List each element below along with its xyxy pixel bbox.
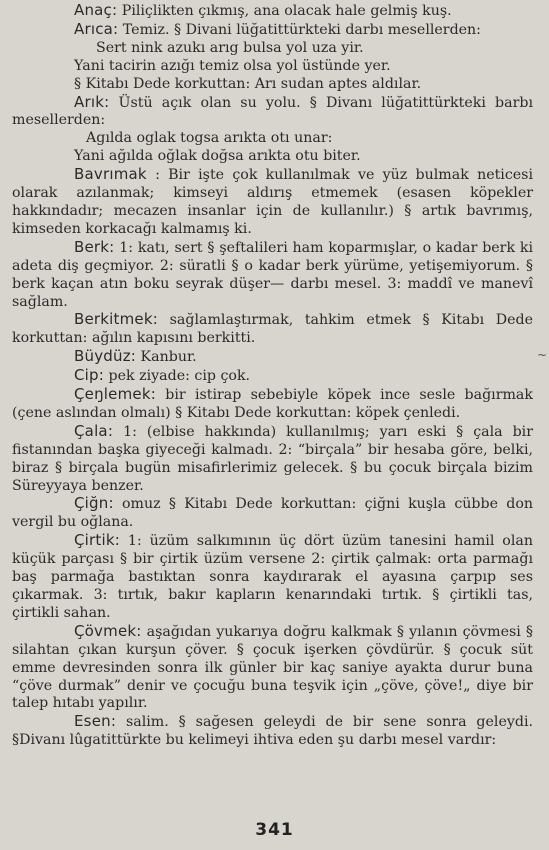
entry-arik-q2	[12, 148, 533, 166]
entry-buyduz	[12, 348, 533, 367]
entry-cala	[12, 423, 533, 496]
entry-headword: Çiğn:	[74, 494, 114, 513]
entry-arica-q1	[12, 40, 533, 58]
entry-text: Agılda oglak togsa arıkta otı unar:	[86, 130, 333, 147]
entry-headword: Bavrımak	[74, 165, 147, 184]
entry-text: § Kitabı Dede korkuttan: Arı sudan aptes aldılar.	[74, 75, 422, 92]
entry-headword: Arık:	[74, 92, 110, 111]
dictionary-entries	[12, 2, 533, 750]
entry-bavrimak	[12, 166, 533, 239]
margin-mark: ~	[537, 348, 548, 362]
entry-text: Yani ağılda oğlak doğsa arıkta otu biter.	[74, 148, 361, 165]
entry-text: salim. § sağesen geleydi de bir sene sonra geleydi. §Divanı lûgatittürkte bu kelimeyi ihtiva eden şu darbı mesel vardır:	[12, 714, 533, 749]
entry-cirtik	[12, 532, 533, 623]
entry-arik-q1	[12, 130, 533, 148]
entry-text: Sert nink azukı arıg bulsa yol uza yir.	[96, 39, 364, 56]
entry-text: 1: (elbise hakkında) kullanılmış; yarı eski § çala bir fistanından başka giyeceği kalmadı. 2: “birçala” bir hesaba göre, belki, biraz § birçala bugün misafirlerimiz gelecek. § bu çocuk birçala bizim Süreyyaya benzer.	[12, 423, 533, 494]
entry-esen	[12, 713, 533, 750]
entry-cip	[12, 367, 533, 386]
entry-text: Temiz. § Divani lüğatittürkteki darbı mesellerden:	[118, 21, 481, 38]
entry-arica	[12, 21, 533, 40]
entry-text: 1: üzüm salkımının üç dört üzüm tanesini hamil olan küçük parçası § bir çirtik üzüm versene 2: çirtik çalmak: orta parmağı baş parmağa bastıktan sonra kaydırarak el ayasına çarpıp ses çıkarmak. 3: tırtık, bakır kapların kenarındaki tırtık. § çirtikli tas, çirtikli sahan.	[12, 533, 533, 621]
entry-arica-q2	[12, 58, 533, 76]
entry-text: omuz § Kitabı Dede korkuttan: çiğni kuşla cübbe don vergil bu oğlana.	[12, 496, 533, 531]
entry-text: aşağıdan yukarıya doğru kalkmak § yılanın çövmesi § silahtan çıkan kurşun çöver. § çocuk işerken çövdürür. § çocuk süt emme devresinden sonra ilk günler bir kaç saniye ayakta durur buna “çöve durmak” denir ve çocuğu buna teşvik için „çöve, çöve!„ diye bir talep hıtabı yapılır.	[12, 623, 533, 712]
entry-covmek	[12, 623, 533, 714]
entry-headword: Cip:	[74, 366, 105, 385]
entry-headword: Berk:	[74, 237, 115, 256]
entry-text: sağlamlaştırmak, tahkim etmek § Kitabı Dede korkuttan: ağılın kapısını berkitti.	[12, 312, 533, 347]
entry-headword: Esen:	[74, 712, 117, 731]
entry-headword: Çeŋlemek:	[74, 385, 156, 404]
entry-text: Yani tacirin azığı temiz olsa yol üstünde yer.	[74, 57, 391, 74]
entry-text: pek ziyade: cip çok.	[104, 368, 251, 385]
entry-arik	[12, 94, 533, 131]
entry-headword: Anaç:	[74, 1, 118, 19]
entry-berkitmek	[12, 311, 533, 348]
entry-text: Kanbur.	[136, 349, 197, 366]
entry-text: Üstü açık olan su yolu. § Divanı lüğatittürkteki barbı mesellerden:	[12, 94, 533, 129]
entry-headword: Çirtik:	[74, 531, 120, 550]
entry-berk	[12, 239, 533, 312]
entry-headword: Berkitmek:	[74, 310, 159, 329]
entry-text: bir istirap sebebiyle köpek ince sesle bağırmak (çene aslından olmalı) § Kitabı Dede korkuttan: köpek çenledi.	[12, 387, 533, 421]
entry-headword: Arıca:	[74, 19, 119, 38]
entry-text: 1: katı, sert § şeftalileri ham koparmışlar, o kadar berk ki adeta diş geçmiyor. 2: süratli § o kadar berk yürüme, yetişemiyorum. § berk kaçan atın boku seyrak düşer— darbı mesel. 3: maddî ve manevî sağlam.	[12, 239, 533, 310]
entry-text: : Bir işte çok kullanılmak ve yüz bulmak neticesi olarak azılanmak; kimseyi aldırış etmemek (esasen köpekler hakkındadır; mecazen insanlar için de kullanılır.) § artık bavrımış, kimseden korkacağı kalmamış ki.	[12, 167, 533, 237]
entry-text: Piliçlikten çıkmış, ana olacak hale gelmiş kuş.	[117, 3, 452, 19]
entry-cign	[12, 495, 533, 532]
entry-anac	[12, 2, 533, 21]
entry-headword: Çala:	[74, 421, 114, 440]
entry-headword: Çövmek:	[74, 621, 142, 640]
entry-arica-q3	[12, 76, 533, 94]
entry-cenlemek	[12, 386, 533, 423]
page-number: 341	[255, 820, 294, 840]
entry-headword: Büydüz:	[74, 347, 137, 366]
